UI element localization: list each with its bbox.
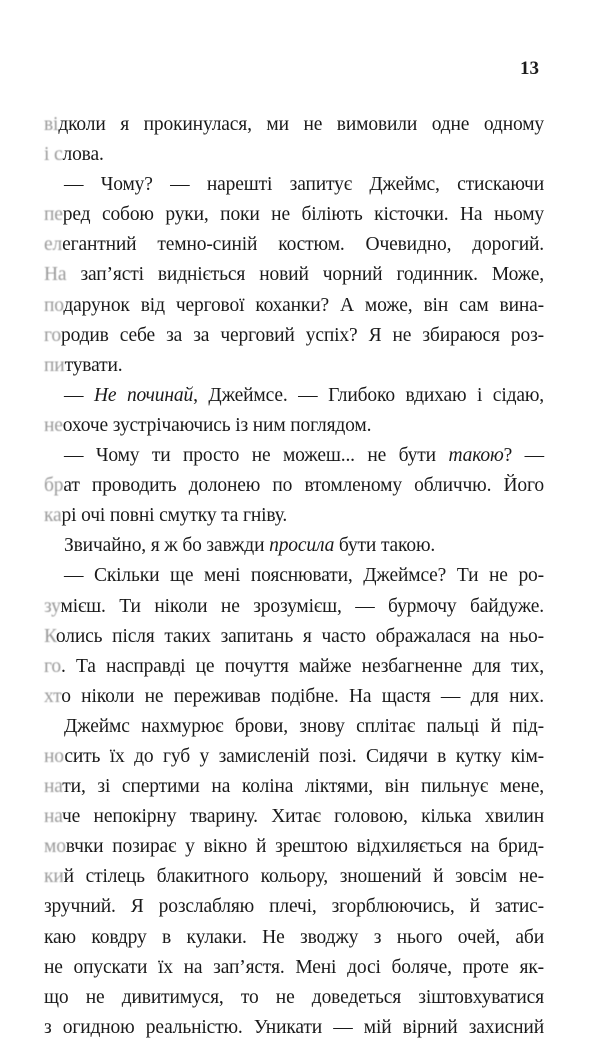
text-run: — Чому ти просто не можеш... не бути (64, 445, 449, 467)
text-line (44, 561, 544, 591)
text-run: дколи я прокинулася, ми не вимовили одне одному (58, 114, 544, 135)
text-line (44, 140, 544, 170)
faded-text-fragment: го (44, 324, 61, 346)
text-run: о ніколи не переживав подібне. На щастя — для них. (61, 685, 544, 707)
text-run: не опускати їх на зап’ястя. Мені досі боляче, проте як- (44, 956, 544, 978)
text-run: мієш. Ти ніколи не зрозумієш, — бурмочу байдуже. (60, 595, 544, 617)
faded-text-fragment: на (44, 806, 63, 828)
text-line (44, 411, 544, 441)
text-run: . Та насправді це почуття майже незбагненне для тих, (60, 655, 544, 677)
text-line (44, 862, 544, 892)
text-run: й стілець блакитного кольору, зношений й зовсім не- (63, 866, 544, 888)
faded-text-fragment: но (44, 745, 65, 767)
text-line (44, 501, 544, 531)
text-run: каю ковдру в кулаки. Не зводжу з нього очей, аби (44, 926, 544, 948)
text-run: — Скільки ще мені пояснювати, Джеймсе? Ти не ро- (64, 565, 544, 587)
text-run: Звичайно, я ж бо завжди (64, 535, 270, 557)
text-run: що не дивитимуся, то не доведеться зіштовхуватися (44, 986, 544, 1008)
text-run: зручний. Я розслабляю плечі, згорблюючись, й затис- (44, 896, 544, 918)
faded-text-fragment: зу (44, 595, 61, 617)
text-line (44, 892, 544, 922)
text-run: лова. (62, 144, 104, 166)
italic-emphasis: такою (448, 445, 504, 467)
faded-text-fragment: ел (44, 234, 63, 256)
faded-text-fragment: мо (44, 836, 66, 858)
faded-text-fragment: не (44, 414, 63, 436)
text-line (44, 110, 544, 140)
italic-emphasis: Не починай (93, 384, 194, 406)
text-line (44, 471, 544, 501)
faded-text-fragment: ка (44, 505, 62, 527)
text-run: зап’ясті видніється новий чорний годинник. Може, (66, 264, 544, 286)
text-run: — Чому? — нарешті запитує Джеймс, стискаючи (64, 174, 544, 196)
faded-text-fragment: бр (44, 475, 64, 497)
faded-text-fragment: пи (44, 354, 65, 376)
text-run: , Джеймсе. — Глибоко вдихаю і сідаю, (193, 384, 545, 406)
text-line (44, 592, 544, 622)
text-run: ред собою руки, поки не біліють кісточки. На ньому (62, 204, 544, 226)
text-line (44, 923, 544, 953)
text-line (44, 772, 544, 802)
body-text (44, 110, 544, 1043)
text-line (44, 321, 544, 351)
text-line (44, 351, 544, 381)
faded-text-fragment: К (44, 625, 56, 647)
text-line (44, 170, 544, 200)
text-line (44, 742, 544, 772)
text-line (44, 1013, 544, 1043)
text-line (44, 983, 544, 1013)
page-number: 13 (520, 58, 539, 79)
faded-text-fragment: по (44, 294, 64, 316)
text-run: родив себе за за черговий успіх? Я не збираюся роз- (60, 324, 544, 346)
text-run: ? — (503, 445, 544, 467)
text-run: охоче зустрічаючись із ним поглядом. (62, 414, 372, 436)
text-line (44, 441, 544, 471)
italic-emphasis: просила (269, 535, 335, 557)
text-line (44, 652, 544, 682)
text-line (44, 531, 544, 561)
text-line (44, 802, 544, 832)
faded-text-fragment: го (44, 655, 61, 677)
text-run: сить їх до губ у замисленій позі. Сидячи в кутку кім- (64, 745, 544, 767)
faded-text-fragment: хт (44, 685, 62, 707)
text-run: бути такою. (334, 535, 436, 557)
text-run: з огидною реальністю. Уникати — мій вірний захисний (44, 1016, 544, 1038)
text-run: тувати. (64, 354, 123, 376)
text-line (44, 381, 544, 411)
text-run: вчки позирає у вікно й зрештою відхиляється на брид- (65, 836, 544, 858)
text-run: дарунок від чергової коханки? А може, він сам вина- (63, 294, 544, 316)
text-line (44, 832, 544, 862)
text-line (44, 260, 544, 290)
text-run: ти, зі спертими на коліна ліктями, він пильнує мене, (62, 776, 544, 798)
text-line (44, 200, 544, 230)
text-run: ат проводить долонею по втомленому обличчю. Його (63, 475, 544, 497)
text-run: че непокірну тварину. Хитає головою, кілька хвилин (62, 806, 544, 828)
faded-text-fragment: На (44, 264, 67, 286)
text-line (44, 953, 544, 983)
text-line (44, 712, 544, 742)
text-run: — (64, 384, 94, 406)
text-line (44, 230, 544, 260)
faded-text-fragment: пе (44, 204, 63, 226)
faded-text-fragment: на (44, 776, 63, 798)
text-run: Джеймс нахмурює брови, знову сплітає пальці й під- (64, 715, 544, 737)
text-line (44, 682, 544, 712)
faded-text-fragment: і с (44, 144, 63, 166)
text-run: егантний темно-синій костюм. Очевидно, дорогий. (62, 234, 544, 256)
faded-text-fragment: ки (44, 866, 64, 888)
text-line (44, 622, 544, 652)
text-run: рі очі повні смутку та гніву. (61, 505, 288, 527)
text-run: олись після таких запитань я часто ображалася на ньо- (55, 625, 544, 647)
faded-text-fragment: ві (44, 114, 59, 135)
text-line (44, 291, 544, 321)
